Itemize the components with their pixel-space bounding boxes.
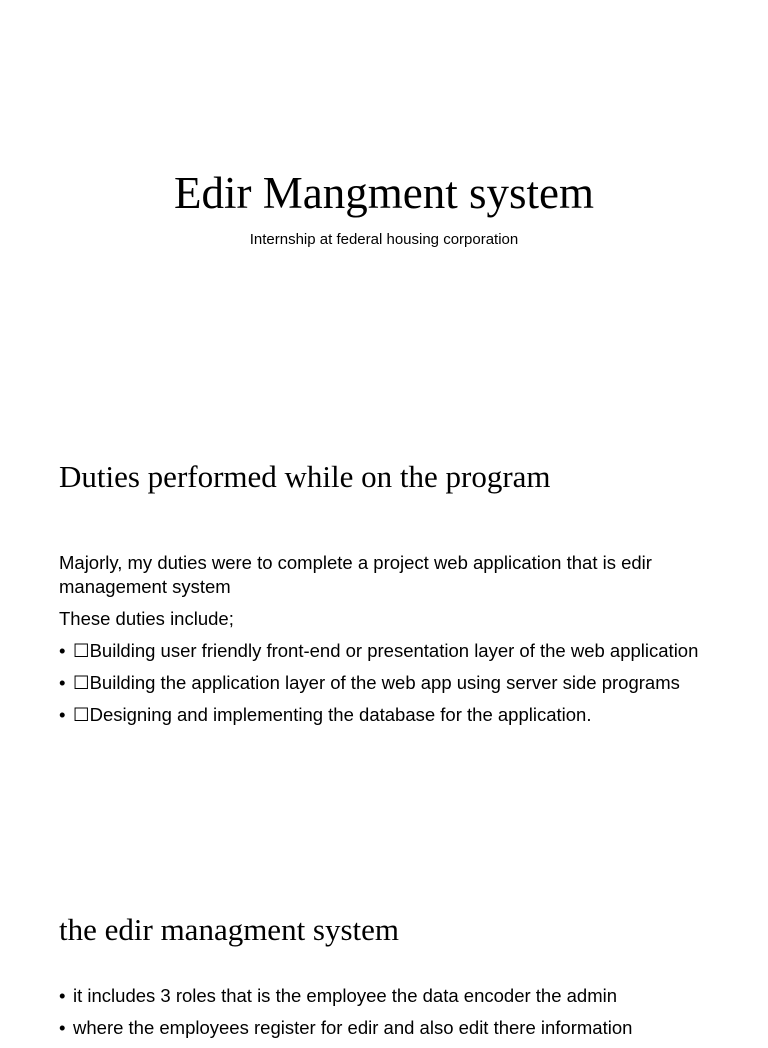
duties-bullet-list	[59, 639, 719, 727]
duties-body	[59, 551, 719, 735]
list-item	[59, 984, 759, 1008]
slide-title: Edir Mangment system	[174, 168, 594, 218]
list-item	[59, 703, 719, 727]
list-item-text: ☐Building user friendly front-end or presentation layer of the web application	[73, 640, 699, 661]
list-item	[59, 639, 719, 663]
slide-subtitle: Internship at federal housing corporation	[249, 231, 519, 248]
list-item-text: ☐Designing and implementing the database for the application.	[73, 704, 592, 725]
system-body	[59, 984, 759, 1048]
system-heading: the edir managment system	[59, 912, 400, 947]
list-item-text: ☐Building the application layer of the web app using server side programs	[73, 672, 680, 693]
list-item-text: it includes 3 roles that is the employee the data encoder the admin	[73, 985, 618, 1006]
bullet-icon: •	[59, 704, 66, 725]
bullet-icon: •	[59, 985, 66, 1006]
bullet-icon: •	[59, 640, 66, 661]
bullet-icon: •	[59, 1017, 66, 1038]
list-item-text: where the employees register for edir and also edit there information	[73, 1017, 633, 1038]
bullet-icon: •	[59, 672, 66, 693]
list-item	[59, 671, 719, 695]
system-bullet-list	[59, 984, 759, 1040]
duties-paragraph: These duties include;	[59, 608, 234, 629]
list-item	[59, 1016, 759, 1040]
duties-heading: Duties performed while on the program	[59, 459, 551, 494]
duties-paragraph: Majorly, my duties were to complete a project web application that is edir management system	[59, 552, 652, 597]
